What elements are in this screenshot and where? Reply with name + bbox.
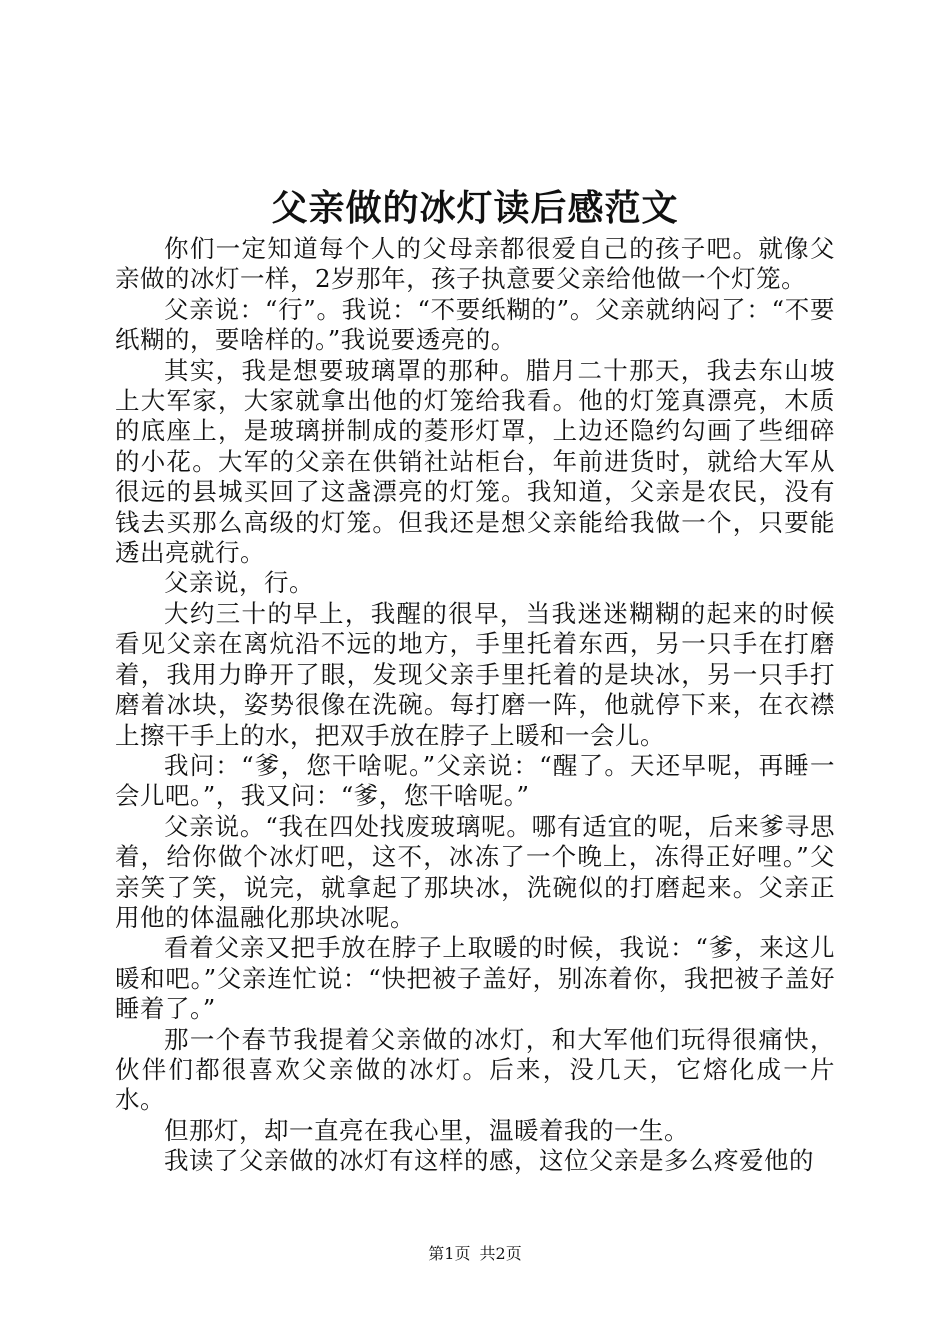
- paragraph: 我读了父亲做的冰灯有这样的感，这位父亲是多么疼爱他的: [164, 1146, 814, 1176]
- paragraph: 其实，我是想要玻璃罩的那种。腊月二十那天，我去东山坡上大军家，大家就拿出他的灯笼给我看。他的灯笼真漂亮，木质的底座上，是玻璃拼制成的菱形灯罩，上边还隐约勾画了些细碎的小花。大军的父亲在供销社站柜台，年前进货时，就给大军从很远的县城买回了这盏漂亮的灯笼。我知道，父亲是农民，没有钱去买那么高级的灯笼。但我还是想父亲能给我做一个，只要能透出亮就行。: [115, 355, 835, 568]
- page-footer: [0, 1244, 950, 1264]
- paragraph: 但那灯，却一直亮在我心里，温暖着我的一生。: [164, 1115, 689, 1145]
- paragraph: 父亲说。“我在四处找废玻璃呢。哪有适宜的呢，后来爹寻思着，给你做个冰灯吧，这不，冰冻了一个晚上，冻得正好哩。”父亲笑了笑，说完，就拿起了那块冰，洗碗似的打磨起来。父亲正用他的体温融化那块冰呢。: [115, 811, 835, 932]
- page-number: 第1页: [428, 1244, 471, 1263]
- paragraph: 父亲说，行。: [164, 568, 314, 598]
- paragraph: 父亲说：“行”。我说：“不要纸糊的”。父亲就纳闷了：“不要纸糊的，要啥样的。”我说要透亮的。: [115, 294, 835, 355]
- paragraph: 那一个春节我提着父亲做的冰灯，和大军他们玩得很痛快，伙伴们都很喜欢父亲做的冰灯。后来，没几天，它熔化成一片水。: [115, 1024, 835, 1115]
- document-body: [115, 234, 835, 1177]
- paragraph: 我问：“爹，您干啥呢。”父亲说：“醒了。天还早呢，再睡一会儿吧。”，我又问：“爹，您干啥呢。”: [115, 750, 835, 811]
- paragraph: 大约三十的早上，我醒的很早，当我迷迷糊糊的起来的时候看见父亲在离炕沿不远的地方，手里托着东西，另一只手在打磨着，我用力睁开了眼，发现父亲手里托着的是块冰，另一只手打磨着冰块，姿势很像在洗碗。每打磨一阵，他就停下来，在衣襟上擦干手上的水，把双手放在脖子上暖和一会儿。: [115, 598, 835, 750]
- paragraph: 看着父亲又把手放在脖子上取暖的时候，我说：“爹，来这儿暖和吧。”父亲连忙说：“快把被子盖好，别冻着你，我把被子盖好睡着了。”: [115, 933, 835, 1024]
- page-total: 共2页: [479, 1244, 522, 1263]
- document-title: 父亲做的冰灯读后感范文: [271, 187, 679, 229]
- paragraph: 你们一定知道每个人的父母亲都很爱自己的孩子吧。就像父亲做的冰灯一样，2岁那年，孩子执意要父亲给他做一个灯笼。: [115, 234, 835, 294]
